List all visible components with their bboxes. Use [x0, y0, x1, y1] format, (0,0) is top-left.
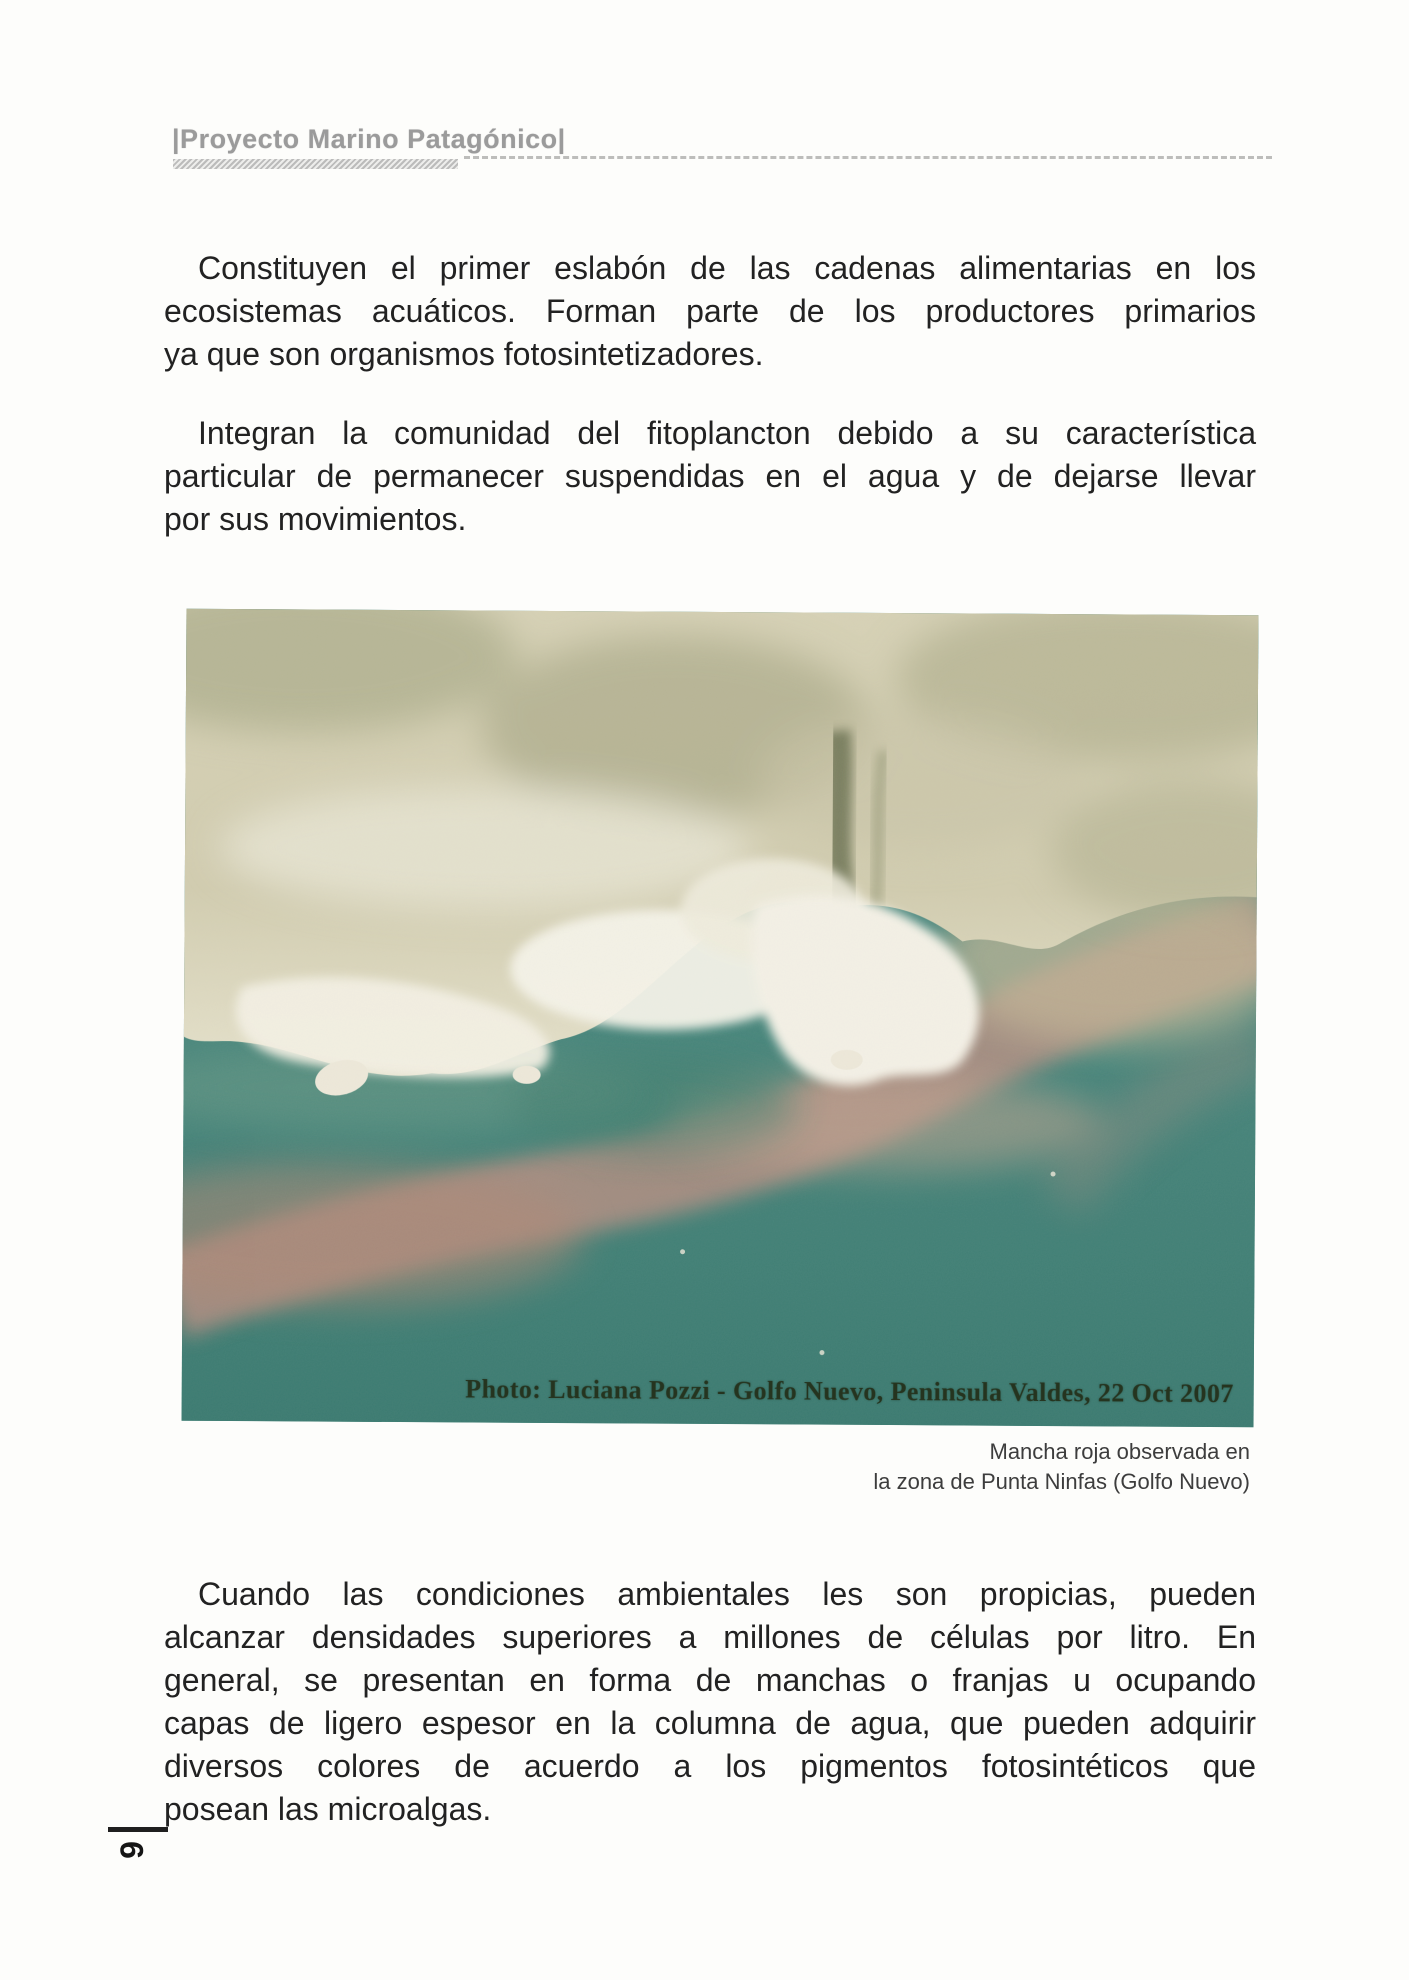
- aerial-photo: [182, 609, 1259, 1428]
- page-number: 9: [113, 1841, 150, 1859]
- photo-caption: [873, 1437, 1250, 1497]
- aerial-photo-image: [182, 609, 1259, 1428]
- paragraph-line: Cuando las condiciones ambientales les son propicias, pueden: [198, 1576, 1256, 1612]
- paragraph-line: por sus movimientos.: [164, 501, 467, 537]
- paragraph-line: alcanzar densidades superiores a millones de células por litro. En: [164, 1619, 1256, 1655]
- paragraph-line: particular de permanecer suspendidas en el agua y de dejarse llevar: [164, 458, 1256, 494]
- photo-caption-line: la zona de Punta Ninfas (Golfo Nuevo): [873, 1469, 1250, 1494]
- running-header-title: |Proyecto Marino Patagónico|: [172, 124, 566, 154]
- paragraph-line: ya que son organismos fotosintetizadores.: [164, 336, 764, 372]
- paragraph-line: ecosistemas acuáticos. Forman parte de los productores primarios: [164, 293, 1256, 329]
- paragraph-1: [164, 247, 1256, 376]
- paragraph-line: Integran la comunidad del fitoplancton debido a su característica: [198, 415, 1256, 451]
- paragraph-line: posean las microalgas.: [164, 1791, 492, 1827]
- photo-caption-line: Mancha roja observada en: [989, 1439, 1250, 1464]
- paragraph-line: diversos colores de acuerdo a los pigmentos fotosintéticos que: [164, 1748, 1256, 1784]
- paragraph-line: Constituyen el primer eslabón de las cadenas alimentarias en los: [198, 250, 1256, 286]
- paragraph-line: general, se presentan en forma de manchas o franjas u ocupando: [164, 1662, 1256, 1698]
- header-hatch-band: [173, 159, 458, 169]
- paragraph-line: capas de ligero espesor en la columna de agua, que pueden adquirir: [164, 1705, 1256, 1741]
- paragraph-3: [164, 1573, 1256, 1831]
- paragraph-2: [164, 412, 1256, 541]
- photo-grain: [182, 609, 1259, 1428]
- header-rule-line: [464, 156, 1272, 159]
- photo-credit: Photo: Luciana Pozzi - Golfo Nuevo, Peninsula Valdes, 22 Oct 2007: [465, 1374, 1234, 1409]
